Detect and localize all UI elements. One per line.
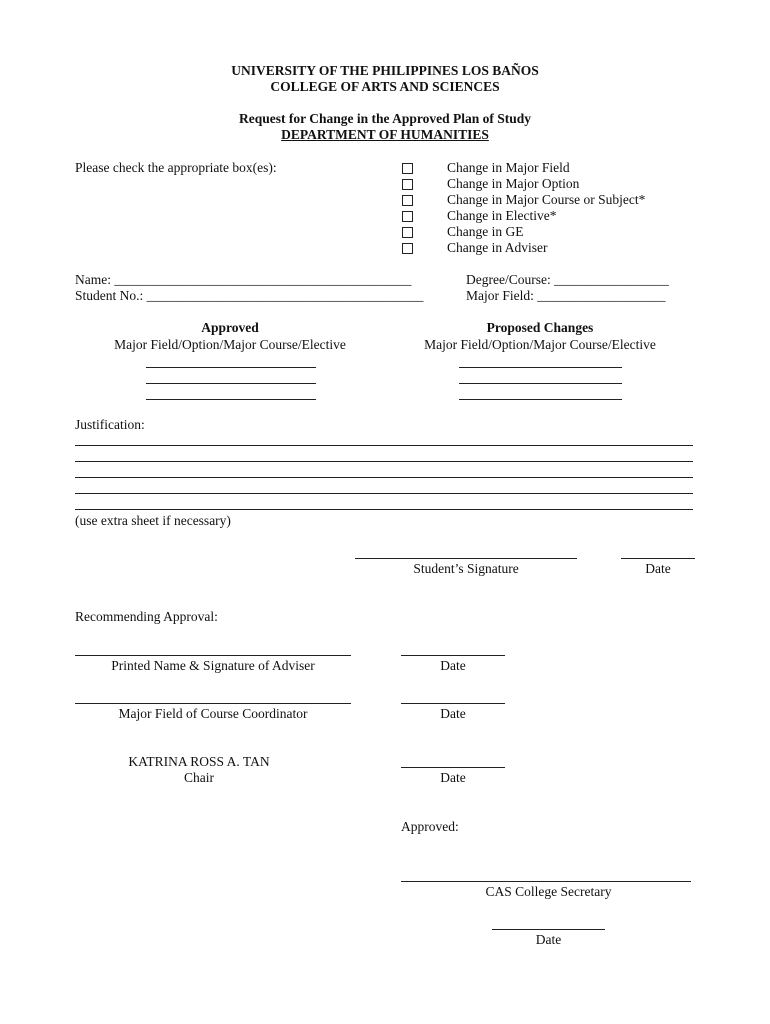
option-ge: Change in GE [447,224,524,239]
checkbox-major-course[interactable] [402,195,413,206]
student-date-label: Date [645,561,671,576]
justification-line-3[interactable] [75,477,693,478]
student-signature-line[interactable] [355,558,577,559]
approved-line-3[interactable] [146,399,316,400]
coordinator-date-line[interactable] [401,703,505,704]
recommending-label: Recommending Approval: [75,609,218,624]
adviser-date-label: Date [440,658,466,673]
option-elective: Change in Elective* [447,208,557,223]
degree-field[interactable] [466,272,669,288]
checkbox-major-option[interactable] [402,179,413,190]
approved-heading: Approved [201,320,259,335]
coordinator-label: Major Field of Course Coordinator [118,706,308,721]
justification-label: Justification: [75,417,145,432]
student-no-blank: _________________________________________ [146,288,424,303]
approved-label: Approved: [401,819,459,834]
approved-subheading: Major Field/Option/Major Course/Elective [114,337,346,352]
degree-blank: _________________ [554,272,669,287]
chair-title: Chair [184,770,214,785]
justification-line-4[interactable] [75,493,693,494]
proposed-line-3[interactable] [459,399,622,400]
adviser-label: Printed Name & Signature of Adviser [111,658,315,673]
checkbox-adviser[interactable] [402,243,413,254]
justification-line-5[interactable] [75,509,693,510]
secretary-signature-line[interactable] [401,881,691,882]
checkbox-major-field[interactable] [402,163,413,174]
college-name: COLLEGE OF ARTS AND SCIENCES [270,79,500,94]
proposed-heading: Proposed Changes [486,320,594,335]
option-major-course: Change in Major Course or Subject* [447,192,646,207]
form-title: Request for Change in the Approved Plan of Study [238,111,532,126]
department-name: DEPARTMENT OF HUMANITIES [281,127,489,142]
name-label: Name: [75,272,115,287]
approved-line-1[interactable] [146,367,316,368]
proposed-line-1[interactable] [459,367,622,368]
justification-line-2[interactable] [75,461,693,462]
option-major-option: Change in Major Option [447,176,580,191]
major-field-blank: ___________________ [537,288,666,303]
approved-line-2[interactable] [146,383,316,384]
checklist-prompt: Please check the appropriate box(es): [75,160,277,175]
chair-name: KATRINA ROSS A. TAN [128,754,270,769]
degree-label: Degree/Course: [466,272,555,287]
major-field-label: Major Field: [466,288,538,303]
student-no-label: Student No.: [75,288,147,303]
coordinator-signature-line[interactable] [75,703,351,704]
checkbox-elective[interactable] [402,211,413,222]
proposed-line-2[interactable] [459,383,622,384]
secretary-date-label: Date [535,932,562,947]
checkbox-ge[interactable] [402,227,413,238]
justification-note: (use extra sheet if necessary) [75,513,231,528]
student-date-line[interactable] [621,558,695,559]
option-adviser: Change in Adviser [447,240,548,255]
option-major-field: Change in Major Field [447,160,570,175]
university-name: UNIVERSITY OF THE PHILIPPINES LOS BAÑOS [231,63,539,78]
chair-date-line[interactable] [401,767,505,768]
name-blank: ____________________________________________ [114,272,412,287]
proposed-subheading: Major Field/Option/Major Course/Elective [424,337,656,352]
secretary-label: CAS College Secretary [485,884,612,899]
student-no-field[interactable] [75,288,423,304]
name-field[interactable] [75,272,411,288]
adviser-date-line[interactable] [401,655,505,656]
major-field-field[interactable] [466,288,666,304]
adviser-signature-line[interactable] [75,655,351,656]
student-signature-label: Student’s Signature [413,561,519,576]
justification-line-1[interactable] [75,445,693,446]
chair-date-label: Date [440,770,466,785]
coordinator-date-label: Date [440,706,466,721]
secretary-date-line[interactable] [492,929,605,930]
